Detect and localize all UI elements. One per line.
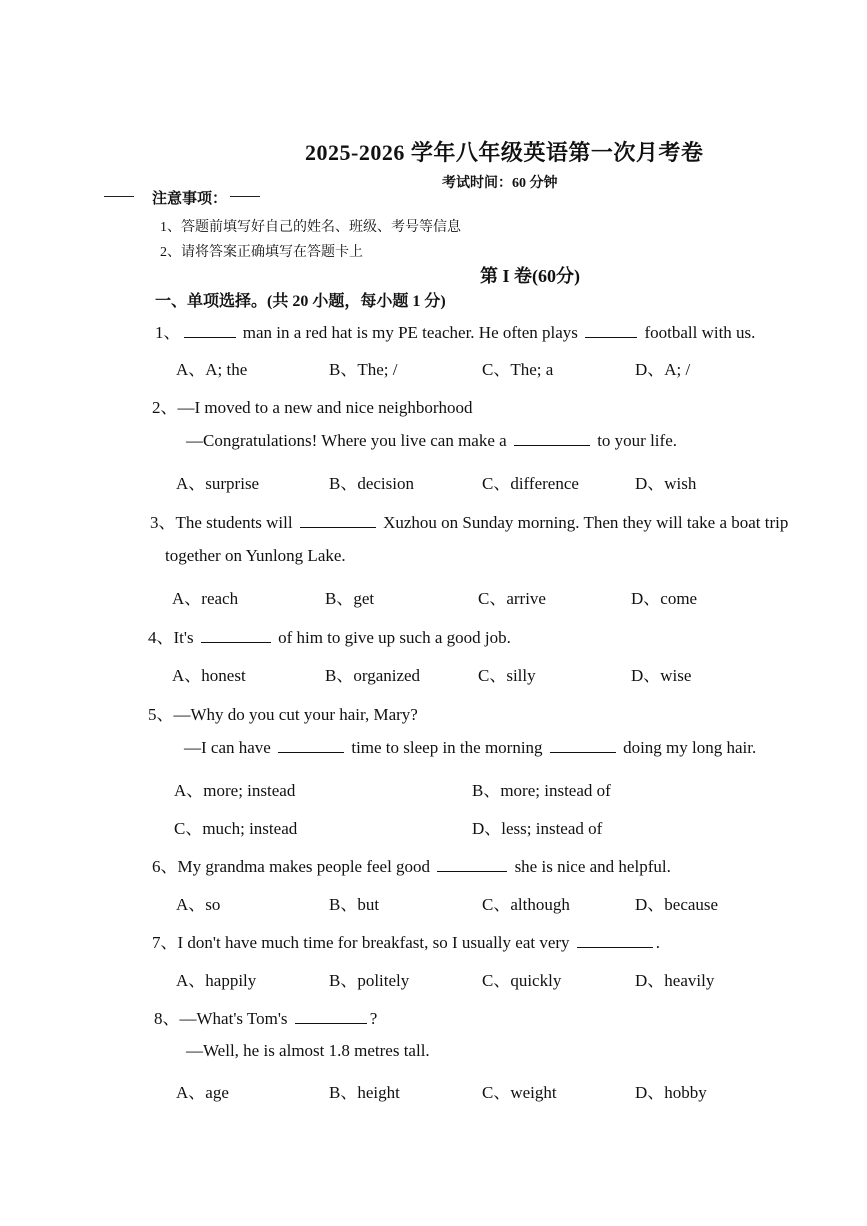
option-d: D、heavily (635, 971, 715, 990)
question-7: 7、I don't have much time for breakfast, so I usually eat very . (152, 933, 661, 952)
option-c: C、arrive (478, 589, 546, 608)
question-2: 2、—I moved to a new and nice neighborhood (152, 398, 473, 417)
question-4: 4、It's of him to give up such a good job. (148, 628, 511, 647)
option-c: C、The; a (482, 360, 554, 379)
note-item: 2、请将答案正确填写在答题卡上 (160, 245, 363, 260)
question-number: 1、 (155, 323, 181, 342)
option-b: B、height (329, 1083, 400, 1102)
option-b: B、get (325, 589, 375, 608)
option-c: C、quickly (482, 971, 562, 990)
question-8: 8、—What's Tom's ? (154, 1009, 378, 1028)
exam-time: 考试时间：60 分钟 (442, 176, 558, 191)
note-item: 1、答题前填写好自己的姓名、班级、考号等信息 (160, 220, 461, 235)
options-2 (176, 469, 788, 494)
question-number: 2、 (152, 398, 178, 417)
question-2-line-2: —Congratulations! Where you live can make a to your life. (186, 431, 677, 450)
option-d: D、less; instead of (472, 819, 603, 838)
question-5-line-2: —I can have time to sleep in the morning doing my long hair. (184, 738, 757, 757)
option-b: B、organized (325, 666, 421, 685)
question-number: 4、 (148, 628, 174, 647)
option-a: A、more; instead (174, 781, 296, 800)
divider-right (230, 196, 260, 197)
option-c: C、much; instead (174, 819, 298, 838)
option-c: C、weight (482, 1083, 557, 1102)
answer-blank (585, 336, 637, 338)
section-title: 一、单项选择。(共 20 小题，每小题 1 分) (155, 293, 446, 310)
option-c: C、although (482, 895, 570, 914)
option-b: B、decision (329, 474, 414, 493)
part-title: 第 I 卷(60分) (480, 266, 580, 286)
question-number: 3、 (150, 513, 176, 532)
answer-blank (201, 641, 271, 643)
answer-blank (278, 751, 344, 753)
question-number: 5、 (148, 705, 174, 724)
question-number: 6、 (152, 857, 178, 876)
option-a: A、happily (176, 971, 257, 990)
question-8-line-2: —Well, he is almost 1.8 metres tall. (186, 1041, 430, 1060)
answer-blank (184, 336, 236, 338)
options-4 (172, 661, 784, 686)
option-d: D、because (635, 895, 719, 914)
answer-blank (295, 1022, 367, 1024)
option-a: A、so (176, 895, 221, 914)
answer-blank (437, 870, 507, 872)
answer-blank (577, 946, 653, 948)
option-b: B、but (329, 895, 380, 914)
question-number: 7、 (152, 933, 178, 952)
options-5-row-1 (174, 776, 770, 801)
options-3 (172, 584, 784, 609)
question-6: 6、My grandma makes people feel good she is nice and helpful. (152, 857, 671, 876)
option-a: A、A; the (176, 360, 248, 379)
divider-left (104, 196, 134, 197)
option-c: C、silly (478, 666, 536, 685)
options-1 (176, 355, 788, 380)
answer-blank (550, 751, 616, 753)
option-a: A、age (176, 1083, 229, 1102)
option-c: C、difference (482, 474, 579, 493)
answer-blank (300, 526, 376, 528)
option-d: D、wish (635, 474, 697, 493)
option-b: B、The; / (329, 360, 398, 379)
question-1: 1、 man in a red hat is my PE teacher. He often plays football with us. (155, 323, 756, 342)
question-number: 8、 (154, 1009, 180, 1028)
option-d: D、wise (631, 666, 692, 685)
option-d: D、A; / (635, 360, 691, 379)
options-5-row-2 (174, 814, 770, 839)
option-a: A、surprise (176, 474, 260, 493)
question-5: 5、—Why do you cut your hair, Mary? (148, 705, 418, 724)
option-a: A、reach (172, 589, 239, 608)
option-b: B、politely (329, 971, 410, 990)
notes-heading: 注意事项： (152, 191, 228, 207)
answer-blank (514, 444, 590, 446)
question-3-line-2: together on Yunlong Lake. (165, 546, 346, 565)
options-6 (176, 890, 788, 915)
option-a: A、honest (172, 666, 246, 685)
option-b: B、more; instead of (472, 781, 611, 800)
option-d: D、come (631, 589, 698, 608)
question-3: 3、The students will Xuzhou on Sunday morning. Then they will take a boat trip (150, 513, 789, 532)
options-8 (176, 1078, 788, 1103)
exam-title: 2025-2026 学年八年级英语第一次月考卷 (305, 140, 704, 165)
options-7 (176, 966, 788, 991)
option-d: D、hobby (635, 1083, 707, 1102)
